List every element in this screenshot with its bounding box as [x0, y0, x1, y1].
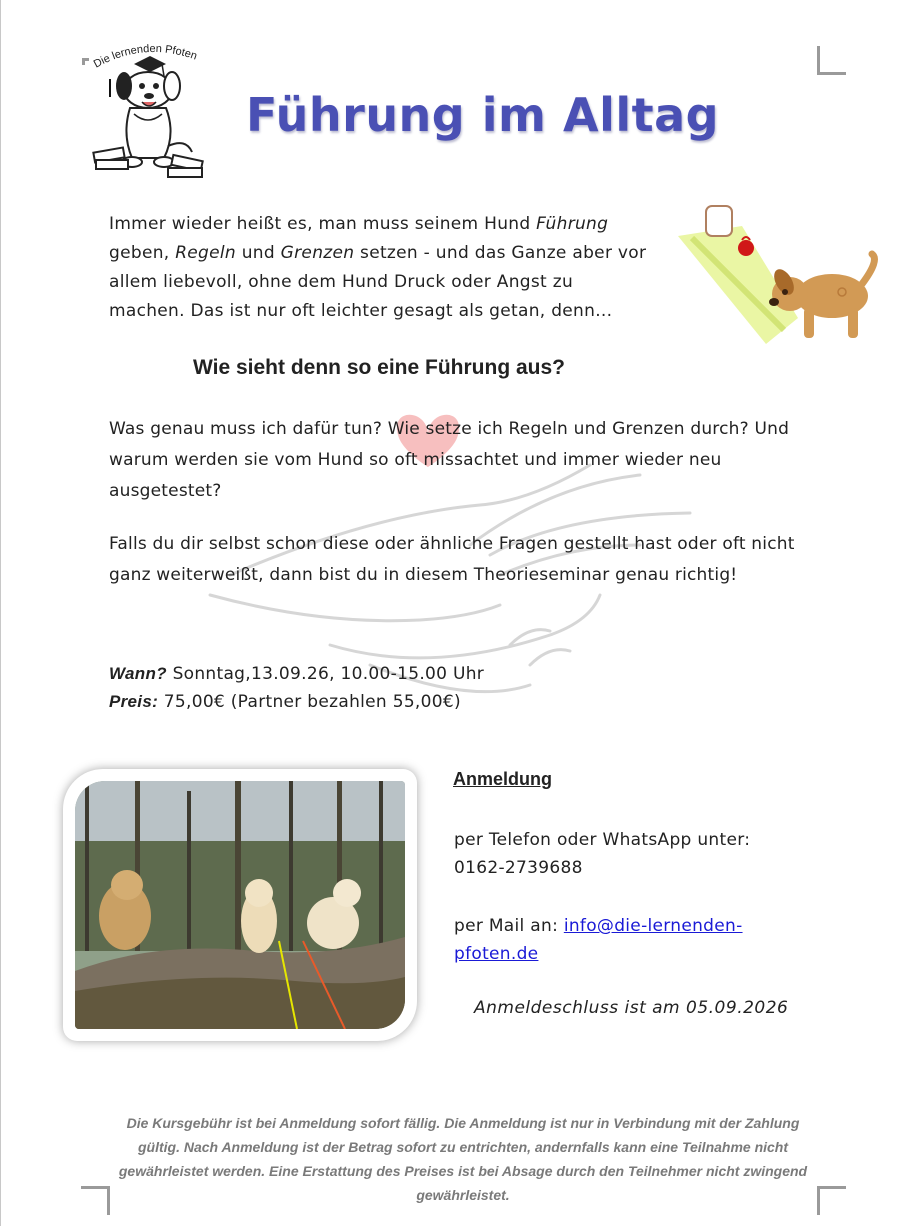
emphasis-regeln: Regeln: [175, 243, 237, 263]
phone-number: 0162-2739688: [454, 858, 583, 878]
registration-heading: Anmeldung: [453, 769, 552, 789]
emphasis-grenzen: Grenzen: [280, 243, 355, 263]
date-value: Sonntag,13.09.26, 10.00-15.00 Uhr: [166, 664, 485, 684]
corner-mark-bottom-right: [817, 1186, 846, 1215]
date-label: Wann?: [109, 664, 167, 683]
email-link[interactable]: info@die-lernenden-pfoten.de: [454, 916, 743, 964]
question-paragraph: Was genau muss ich dafür tun? Wie setze ich Regeln und Grenzen durch? Und warum werden sie vom Hund so oft missachtet und immer wieder neu ausgetestet?: [109, 419, 790, 501]
page-title: Führung im Alltag: [246, 88, 720, 142]
phone-label: per Telefon oder WhatsApp unter:: [454, 830, 751, 850]
price-value: 75,00€ (Partner bezahlen 55,00€): [158, 692, 461, 712]
date-line: [109, 664, 484, 684]
page-left-edge: [0, 0, 1, 1226]
intro-paragraph: Immer wieder heißt es, man muss seinem Hund Führung geben, Regeln und Grenzen setzen - und das Ganze aber vor allem liebevoll, ohne dem Hund Druck oder Angst zu machen. Das ist nur oft leichter gesagt als getan, denn...: [109, 214, 647, 321]
price-label: Preis:: [109, 692, 159, 711]
emphasis-fuehrung: Führung: [536, 214, 609, 234]
svg-text:Die lernenden Pfoten: Die lernenden Pfoten: [91, 42, 199, 71]
registration-deadline: Anmeldeschluss ist am 05.09.2026: [474, 998, 789, 1018]
price-line: [109, 692, 461, 712]
logo-dog-graduate: [88, 42, 210, 184]
corner-mark-bottom-left: [81, 1186, 110, 1215]
dogs-photo: [75, 781, 405, 1029]
seminar-paragraph: Falls du dir selbst schon diese oder ähnliche Fragen gestellt hast oder oft nicht ganz weiterweißt, dann bist du in diesem Theorieseminar genau richtig!: [109, 534, 795, 585]
mail-label: per Mail an:: [454, 916, 564, 936]
mail-line: [454, 912, 794, 968]
footer-terms: Die Kursgebühr ist bei Anmeldung sofort fällig. Die Anmeldung ist nur in Verbindung mit der Zahlung gültig. Nach Anmeldung ist der Betrag sofort zu entrichten, andernfalls kann eine Teilnahme nicht gewährleistet werden. Eine Erstattung des Preises ist bei Absage durch den Teilnehmer nicht zwingend gewährleistet.: [118, 1115, 808, 1203]
corner-mark-top-right: [817, 46, 846, 75]
dog-tug-illustration: [672, 198, 884, 354]
section-heading: Wie sieht denn so eine Führung aus?: [193, 356, 566, 379]
